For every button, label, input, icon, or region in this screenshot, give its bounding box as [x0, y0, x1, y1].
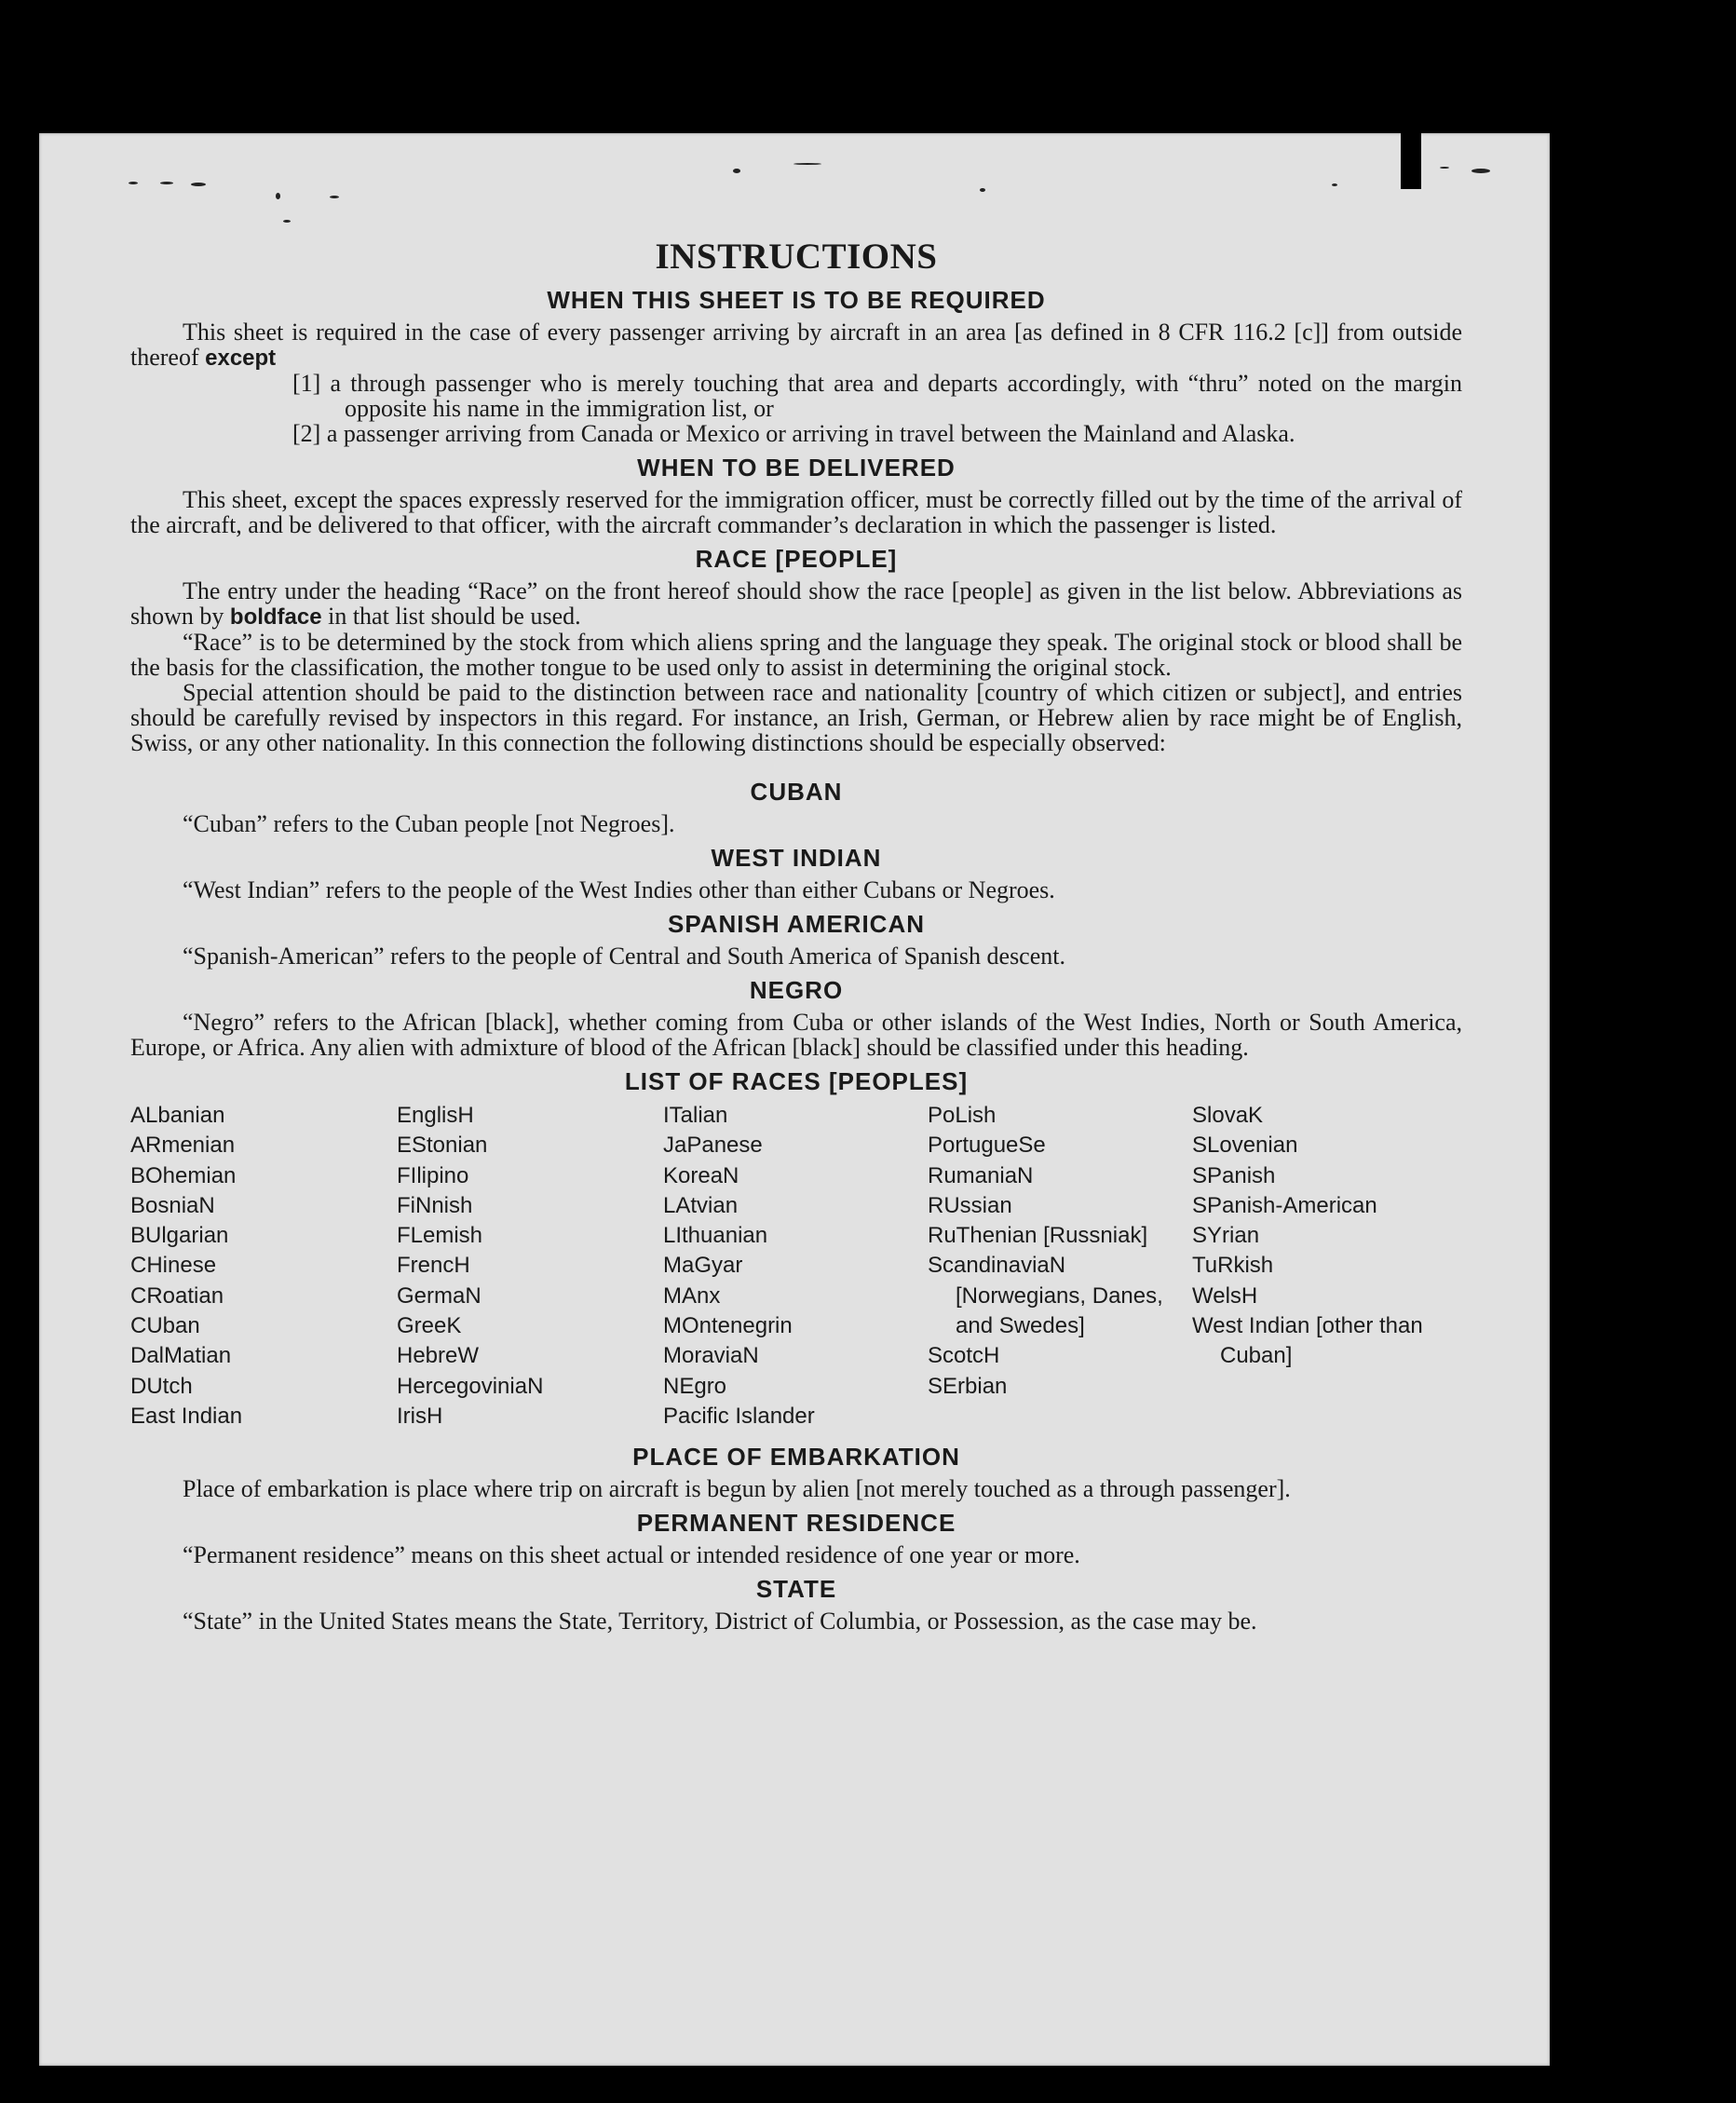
race-item: SLovenian	[1192, 1133, 1298, 1159]
race-item: DUtch	[130, 1373, 193, 1399]
heading-when-required: WHEN THIS SHEET IS TO BE REQUIRED	[547, 286, 1046, 314]
race-item: HercegoviniaN	[397, 1373, 544, 1399]
race-item: SPanish	[1192, 1162, 1276, 1188]
race-item: SYrian	[1192, 1223, 1260, 1249]
race-item: ScandinaviaN [Norwegians, Danes, and Swedes]	[928, 1253, 1163, 1339]
race-item: HebreW	[397, 1343, 480, 1369]
west-indian-text: “West Indian” refers to the people of the West Indies other than either Cubans or Negroes.	[183, 876, 1055, 903]
instructions-document	[130, 236, 1462, 1634]
race-paragraph-2: “Race” is to be determined by the stock from which aliens spring and the language they speak. The original stock or blood shall be the basis for the classification, the mother tongue to be used only to assist in determining the original stock.	[130, 629, 1462, 681]
race-item: CUban	[130, 1313, 200, 1339]
race-item: FLemish	[397, 1223, 483, 1249]
race-item: GermaN	[397, 1282, 481, 1309]
race-item: TuRkish	[1192, 1253, 1274, 1279]
race-item: ITalian	[663, 1103, 728, 1128]
heading-cuban: CUBAN	[750, 778, 843, 806]
race-item: BUlgarian	[130, 1223, 229, 1249]
race-item: IrisH	[397, 1403, 443, 1429]
race-item: FiNnish	[397, 1192, 473, 1218]
cuban-text: “Cuban” refers to the Cuban people [not Negroes].	[183, 810, 675, 837]
race-item: East Indian	[130, 1403, 243, 1429]
page-title: INSTRUCTIONS	[655, 237, 938, 277]
race-column	[663, 1101, 928, 1431]
race-item: Pacific Islander	[663, 1403, 815, 1429]
race-item: ARmenian	[130, 1133, 236, 1159]
race-item: BOhemian	[130, 1162, 237, 1188]
heading-embarkation: PLACE OF EMBARKATION	[632, 1443, 960, 1472]
race-item: KoreaN	[663, 1162, 739, 1188]
instruction-sheet	[39, 133, 1550, 2066]
race-item: RUssian	[928, 1192, 1012, 1218]
heading-race: RACE [PEOPLE]	[695, 545, 898, 573]
heading-state: STATE	[755, 1575, 837, 1604]
race-item: FIlipino	[397, 1162, 469, 1188]
heading-spanish-american: SPANISH AMERICAN	[667, 910, 925, 938]
race-column	[130, 1101, 397, 1431]
race-item: CHinese	[130, 1253, 217, 1279]
torn-notch	[1401, 131, 1421, 189]
delivered-text: This sheet, except the spaces expressly reserved for the immigration officer, must be correctly filled out by the time of the arrival of the aircraft, and be delivered to that officer, with the aircraft commander’s declaration in which the passenger is listed.	[130, 486, 1462, 538]
race-item: MoraviaN	[663, 1343, 759, 1369]
negro-text: “Negro” refers to the African [black], whether coming from Cuba or other islands of the West Indies, North or South America, Europe, or Africa. Any alien with admixture of blood of the African [black] should be classified under this heading.	[130, 1009, 1462, 1061]
race-item: JaPanese	[663, 1133, 763, 1159]
race-item: EnglisH	[397, 1103, 474, 1128]
race-item: SErbian	[928, 1373, 1008, 1399]
race-paragraph-1: The entry under the heading “Race” on the front hereof should show the race [people] as given in the list below. Abbreviations as shown by boldface in that list should be used.	[130, 577, 1462, 630]
races-list	[130, 1101, 1462, 1431]
heading-west-indian: WEST INDIAN	[711, 844, 882, 872]
race-column	[928, 1101, 1192, 1431]
state-text: “State” in the United States means the State, Territory, District of Columbia, or Possession, as the case may be.	[183, 1608, 1257, 1635]
heading-negro: NEGRO	[749, 976, 844, 1004]
race-paragraph-3: Special attention should be paid to the distinction between race and nationality [country of which citizen or subject], and entries should be carefully revised by inspectors in this regard. For instance, an Irish, German, or Hebrew alien by race might be of English, Swiss, or any other nationality. In this connection the following distinctions should be especially observed:	[130, 679, 1462, 756]
heading-when-delivered: WHEN TO BE DELIVERED	[637, 454, 956, 482]
race-item: DalMatian	[130, 1343, 232, 1369]
race-item: LAtvian	[663, 1192, 739, 1218]
race-item: PortugueSe	[928, 1133, 1046, 1159]
race-item: ALbanian	[130, 1103, 225, 1128]
spanish-american-text: “Spanish-American” refers to the people of Central and South America of Spanish descent.	[183, 943, 1065, 970]
race-item: MAnx	[663, 1282, 721, 1309]
race-item: EStonian	[397, 1133, 488, 1159]
embarkation-text: Place of embarkation is place where trip on aircraft is begun by alien [not merely touched as a through passenger].	[183, 1475, 1291, 1503]
residence-text: “Permanent residence” means on this sheet actual or intended residence of one year or more.	[183, 1541, 1080, 1569]
race-item: WelsH	[1192, 1282, 1258, 1309]
heading-list-of-races: LIST OF RACES [PEOPLES]	[624, 1067, 969, 1095]
race-item: PoLish	[928, 1103, 997, 1128]
exception-item-2: [2] a passenger arriving from Canada or Mexico or arriving in travel between the Mainland and Alaska.	[292, 420, 1295, 447]
race-item: SPanish-American	[1192, 1192, 1377, 1218]
race-item: NEgro	[663, 1373, 727, 1399]
race-item: RuThenian [Russniak]	[928, 1223, 1148, 1249]
race-item: MaGyar	[663, 1253, 743, 1279]
race-item: CRoatian	[130, 1282, 224, 1309]
race-item: MOntenegrin	[663, 1313, 793, 1339]
race-item: LIthuanian	[663, 1223, 768, 1249]
race-item: FrencH	[397, 1253, 470, 1279]
race-item: SlovaK	[1192, 1103, 1264, 1128]
race-item: RumaniaN	[928, 1162, 1034, 1188]
exception-item-1: [1] a through passenger who is merely touching that area and departs accordingly, with “thru” noted on the margin opposite his name in the immigration list, or	[292, 370, 1462, 422]
race-item: GreeK	[397, 1313, 462, 1339]
race-item: ScotcH	[928, 1343, 1000, 1369]
race-column	[1192, 1101, 1462, 1431]
race-item: West Indian [other than Cuban]	[1192, 1313, 1423, 1369]
race-column	[397, 1101, 663, 1431]
required-intro: This sheet is required in the case of every passenger arriving by aircraft in an area [as defined in 8 CFR 116.2 [c]] from outside thereof except	[130, 319, 1462, 371]
race-item: BosniaN	[130, 1192, 215, 1218]
heading-permanent-residence: PERMANENT RESIDENCE	[636, 1509, 956, 1538]
